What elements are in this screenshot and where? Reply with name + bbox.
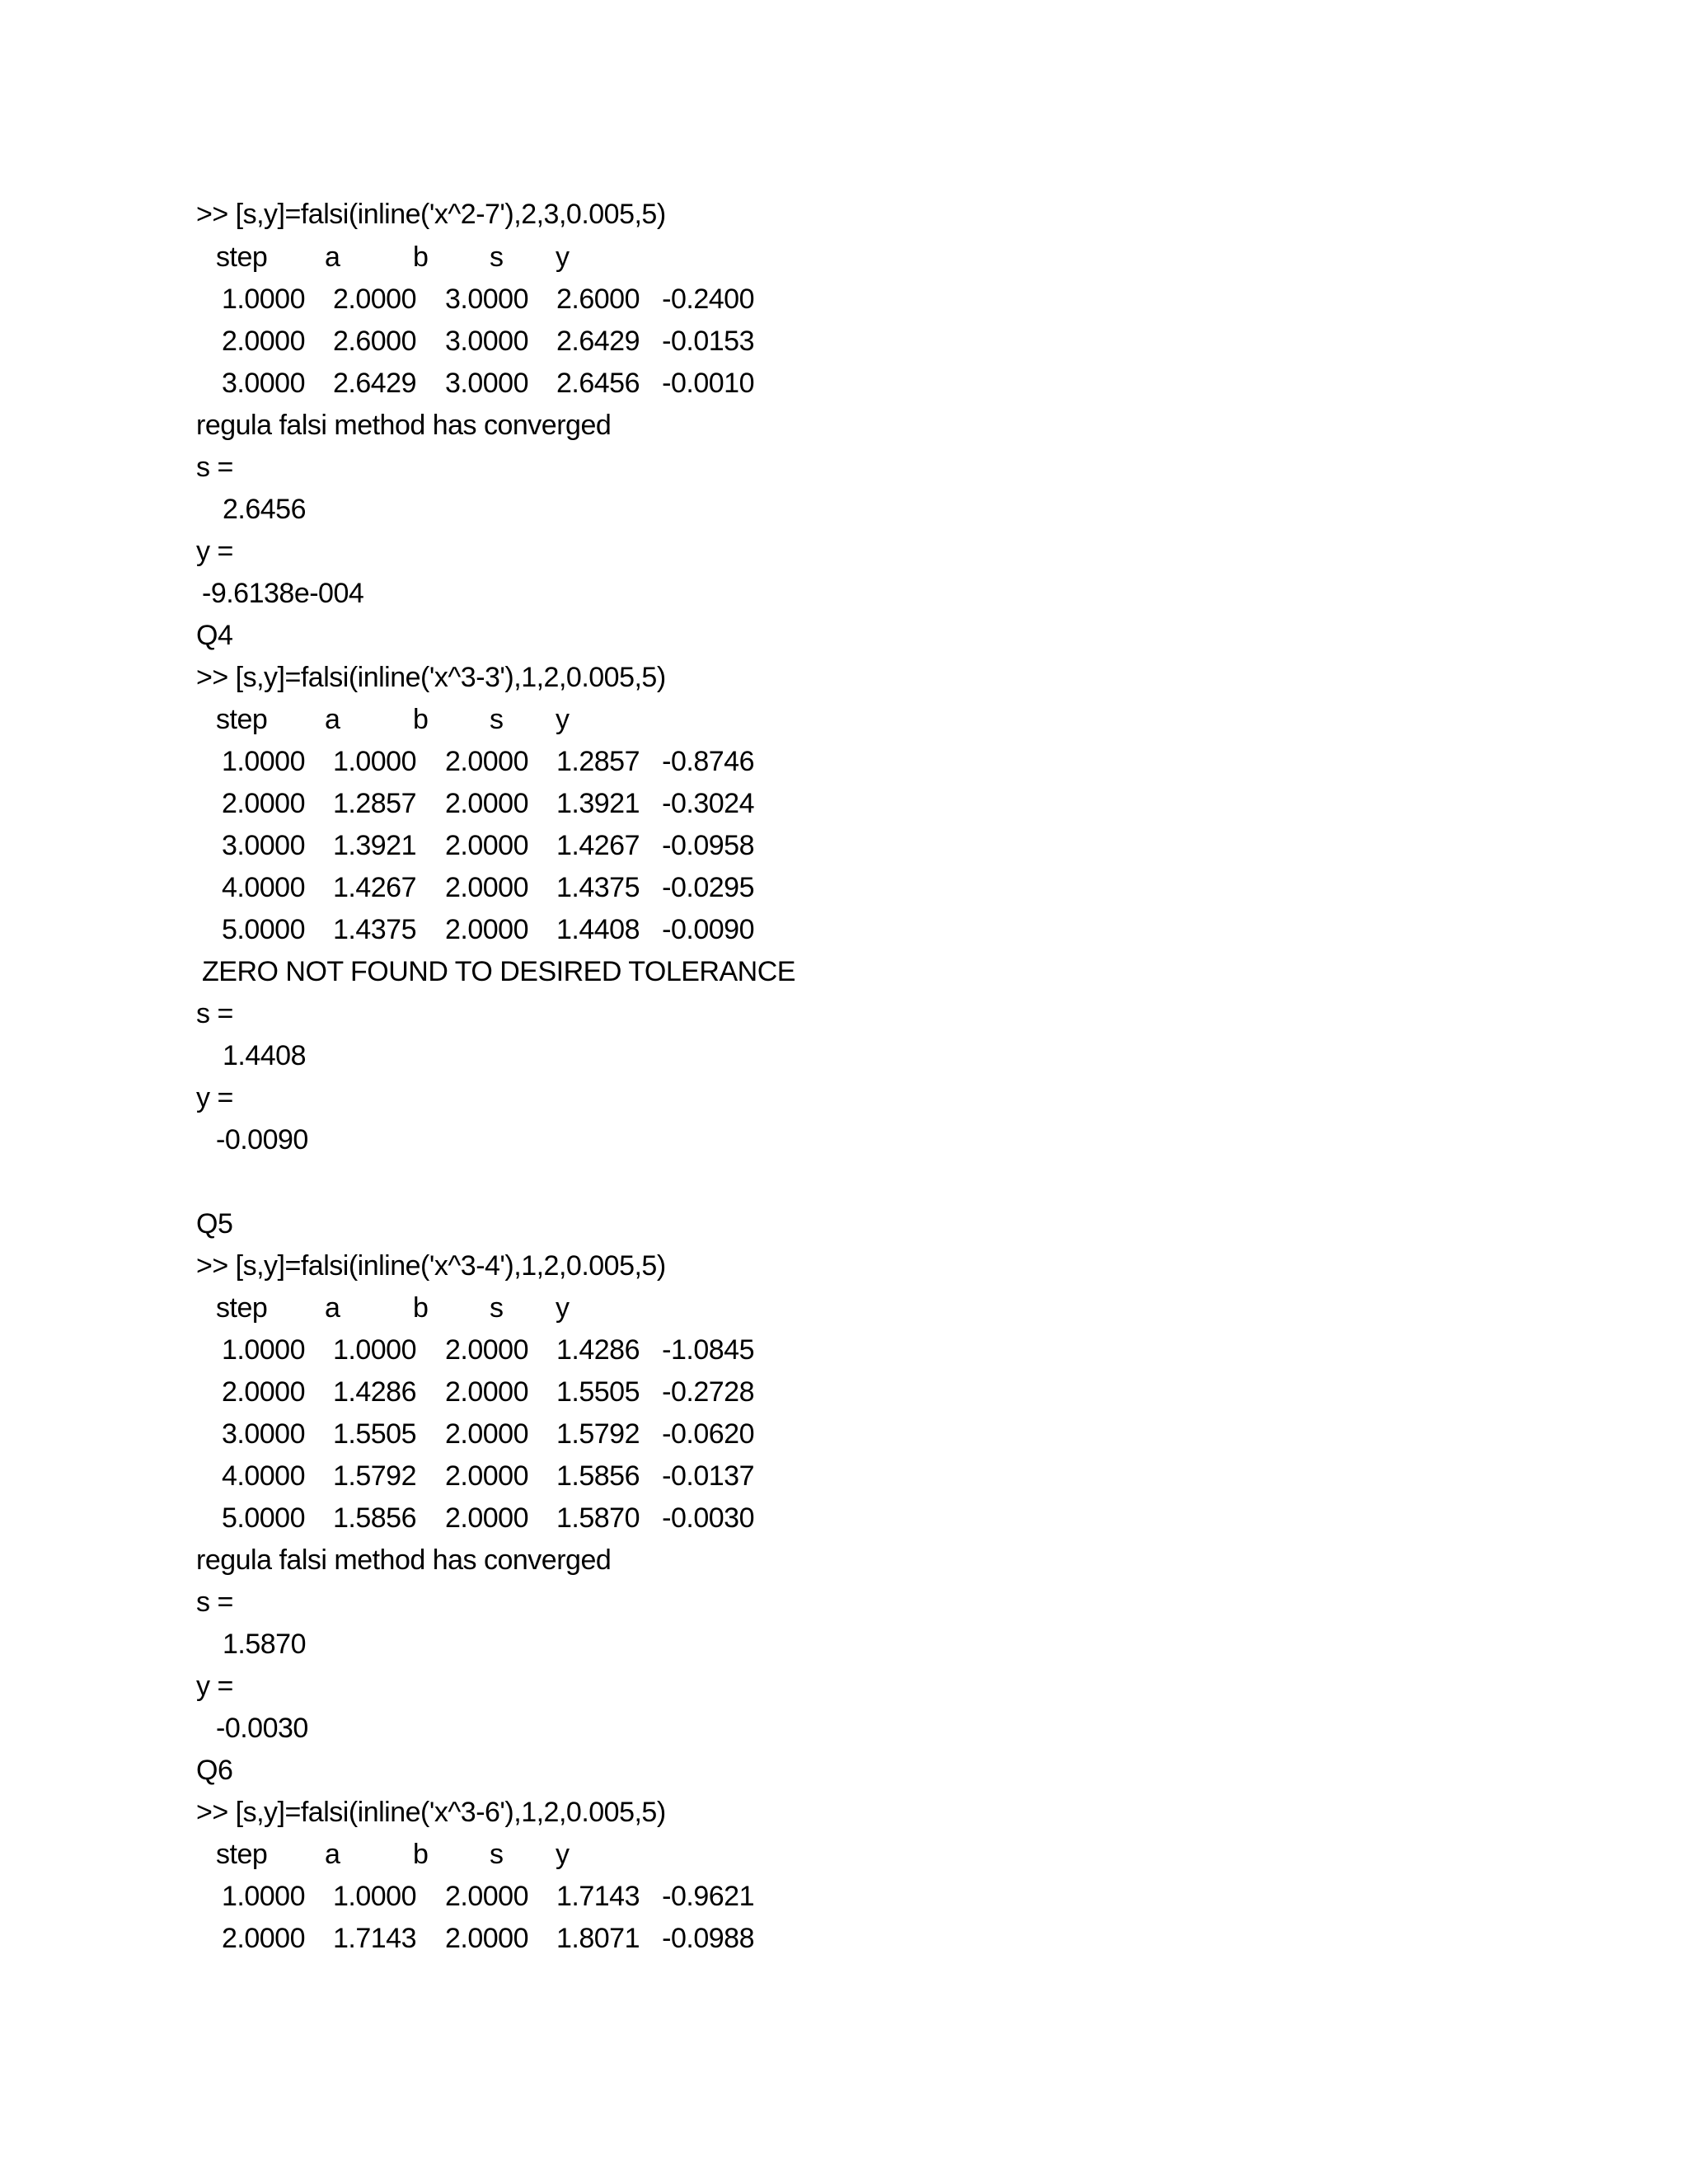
table-row [0, 1460, 1688, 1493]
table-row [0, 283, 1688, 316]
cell-step: 2.0000 [222, 1376, 305, 1408]
cell-a: 2.0000 [333, 284, 416, 315]
cell-step: 2.0000 [222, 326, 305, 357]
cell-step: 3.0000 [222, 368, 305, 399]
cell-step: 3.0000 [222, 830, 305, 861]
result-value-y: -9.6138e-004 [202, 578, 364, 609]
header-b: b [413, 704, 429, 735]
header-a: a [325, 241, 340, 273]
cell-s: 1.4375 [556, 872, 640, 903]
result-label-y: y = [196, 536, 233, 567]
cell-step: 4.0000 [222, 1460, 305, 1492]
cell-b: 2.0000 [445, 872, 528, 903]
cell-y: -0.0010 [662, 368, 754, 399]
cell-step: 1.0000 [222, 1334, 305, 1366]
header-s: s [490, 241, 504, 273]
cell-y: -0.0153 [662, 326, 754, 357]
table-header [0, 1291, 1688, 1324]
cell-a: 1.4375 [333, 914, 416, 945]
table-row [0, 1502, 1688, 1535]
cell-step: 5.0000 [222, 1502, 305, 1534]
cell-step: 4.0000 [222, 872, 305, 903]
table-row [0, 787, 1688, 820]
cell-y: -0.8746 [662, 746, 754, 777]
cell-a: 1.0000 [333, 1881, 416, 1912]
table-row [0, 1376, 1688, 1408]
cell-a: 1.5856 [333, 1502, 416, 1534]
cell-y: -1.0845 [662, 1334, 754, 1366]
cell-y: -0.0090 [662, 914, 754, 945]
cell-a: 1.0000 [333, 746, 416, 777]
table-row [0, 1880, 1688, 1913]
status-message: ZERO NOT FOUND TO DESIRED TOLERANCE [202, 956, 795, 987]
cell-step: 2.0000 [222, 788, 305, 819]
result-label-y: y = [196, 1671, 233, 1702]
cell-y: -0.3024 [662, 788, 754, 819]
cell-b: 2.0000 [445, 1418, 528, 1450]
cell-b: 2.0000 [445, 1376, 528, 1408]
header-y: y [556, 1292, 570, 1324]
header-y: y [556, 704, 570, 735]
cell-step: 1.0000 [222, 1881, 305, 1912]
table-row [0, 829, 1688, 862]
cell-a: 1.4286 [333, 1376, 416, 1408]
cell-a: 1.5792 [333, 1460, 416, 1492]
cell-a: 2.6000 [333, 326, 416, 357]
cell-y: -0.9621 [662, 1881, 754, 1912]
result-value-s: 1.4408 [223, 1040, 306, 1071]
cell-b: 3.0000 [445, 368, 528, 399]
cell-b: 2.0000 [445, 746, 528, 777]
table-row [0, 325, 1688, 358]
cell-y: -0.0295 [662, 872, 754, 903]
table-row [0, 1333, 1688, 1366]
cell-y: -0.0030 [662, 1502, 754, 1534]
cell-s: 1.5870 [556, 1502, 640, 1534]
result-label-s: s = [196, 1586, 233, 1618]
section-label: Q6 [196, 1755, 233, 1786]
cell-step: 3.0000 [222, 1418, 305, 1450]
header-step: step [216, 241, 268, 273]
header-b: b [413, 1292, 429, 1324]
cell-s: 1.4408 [556, 914, 640, 945]
cell-b: 3.0000 [445, 284, 528, 315]
header-a: a [325, 1292, 340, 1324]
cell-step: 1.0000 [222, 284, 305, 315]
cell-a: 1.2857 [333, 788, 416, 819]
result-value-s: 2.6456 [223, 494, 306, 525]
cell-s: 1.5856 [556, 1460, 640, 1492]
cell-s: 2.6456 [556, 368, 640, 399]
result-label-s: s = [196, 452, 233, 483]
header-s: s [490, 1292, 504, 1324]
table-header [0, 1838, 1688, 1871]
header-b: b [413, 1839, 429, 1870]
cell-b: 2.0000 [445, 1881, 528, 1912]
cell-y: -0.0958 [662, 830, 754, 861]
table-header [0, 241, 1688, 274]
result-label-s: s = [196, 998, 233, 1029]
table-row [0, 871, 1688, 904]
result-label-y: y = [196, 1082, 233, 1113]
cell-step: 2.0000 [222, 1923, 305, 1954]
cell-s: 2.6000 [556, 284, 640, 315]
status-message: regula falsi method has converged [196, 1544, 612, 1576]
status-message: regula falsi method has converged [196, 410, 612, 441]
command-line: >> [s,y]=falsi(inline('x^3-3'),1,2,0.005,5) [196, 662, 666, 693]
cell-s: 1.8071 [556, 1923, 640, 1954]
result-value-y: -0.0030 [216, 1713, 308, 1744]
header-s: s [490, 1839, 504, 1870]
cell-b: 3.0000 [445, 326, 528, 357]
cell-y: -0.2728 [662, 1376, 754, 1408]
table-row [0, 1418, 1688, 1451]
cell-s: 2.6429 [556, 326, 640, 357]
header-a: a [325, 704, 340, 735]
cell-b: 2.0000 [445, 788, 528, 819]
cell-y: -0.0620 [662, 1418, 754, 1450]
table-header [0, 703, 1688, 736]
cell-b: 2.0000 [445, 1460, 528, 1492]
cell-s: 1.4286 [556, 1334, 640, 1366]
header-y: y [556, 1839, 570, 1870]
table-row [0, 1922, 1688, 1955]
cell-b: 2.0000 [445, 1334, 528, 1366]
cell-s: 1.2857 [556, 746, 640, 777]
table-row [0, 745, 1688, 778]
cell-s: 1.5792 [556, 1418, 640, 1450]
cell-b: 2.0000 [445, 1502, 528, 1534]
command-line: >> [s,y]=falsi(inline('x^2-7'),2,3,0.005,5) [196, 199, 666, 230]
section-label: Q5 [196, 1208, 233, 1240]
cell-a: 1.7143 [333, 1923, 416, 1954]
table-row [0, 367, 1688, 400]
cell-step: 1.0000 [222, 746, 305, 777]
result-value-y: -0.0090 [216, 1124, 308, 1155]
command-line: >> [s,y]=falsi(inline('x^3-4'),1,2,0.005,5) [196, 1250, 666, 1282]
cell-a: 1.5505 [333, 1418, 416, 1450]
result-value-s: 1.5870 [223, 1629, 306, 1660]
cell-a: 2.6429 [333, 368, 416, 399]
cell-s: 1.5505 [556, 1376, 640, 1408]
table-row [0, 913, 1688, 946]
cell-y: -0.2400 [662, 284, 754, 315]
header-a: a [325, 1839, 340, 1870]
cell-y: -0.0988 [662, 1923, 754, 1954]
cell-b: 2.0000 [445, 914, 528, 945]
header-step: step [216, 704, 268, 735]
cell-b: 2.0000 [445, 1923, 528, 1954]
header-step: step [216, 1292, 268, 1324]
cell-b: 2.0000 [445, 830, 528, 861]
cell-s: 1.3921 [556, 788, 640, 819]
cell-a: 1.0000 [333, 1334, 416, 1366]
header-s: s [490, 704, 504, 735]
header-step: step [216, 1839, 268, 1870]
header-b: b [413, 241, 429, 273]
cell-a: 1.3921 [333, 830, 416, 861]
cell-y: -0.0137 [662, 1460, 754, 1492]
cell-s: 1.4267 [556, 830, 640, 861]
cell-step: 5.0000 [222, 914, 305, 945]
section-label: Q4 [196, 620, 233, 651]
command-line: >> [s,y]=falsi(inline('x^3-6'),1,2,0.005,5) [196, 1797, 666, 1828]
cell-a: 1.4267 [333, 872, 416, 903]
header-y: y [556, 241, 570, 273]
cell-s: 1.7143 [556, 1881, 640, 1912]
